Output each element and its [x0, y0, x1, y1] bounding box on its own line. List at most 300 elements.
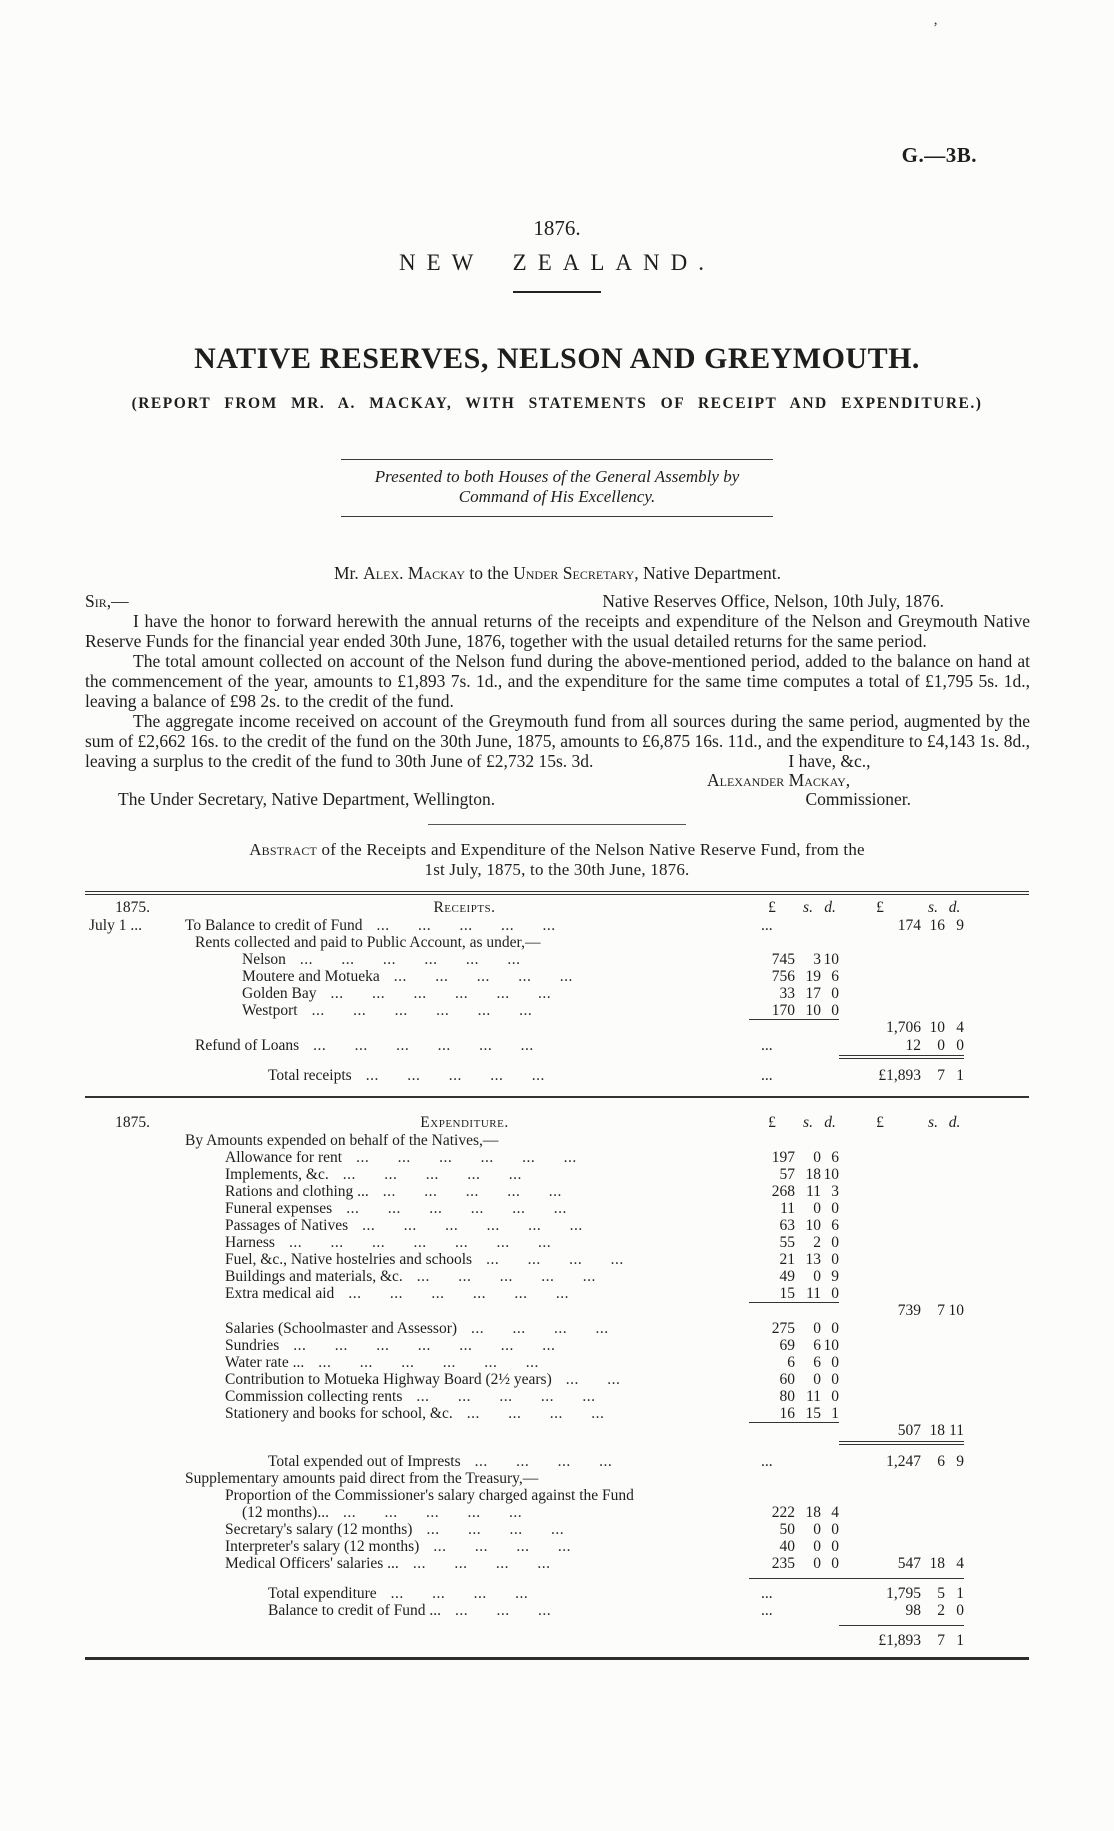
- right-pad: [964, 1302, 1029, 1320]
- right-pad: [964, 1337, 1029, 1354]
- amount-part: 55: [779, 1234, 795, 1251]
- dot-leader: ... ... ... ... ... ... ...: [288, 1234, 552, 1251]
- row-label: Salaries (Schoolmaster and Assessor): [225, 1320, 458, 1337]
- m2-amount-cell: [839, 1234, 964, 1251]
- m1-amount-cell: [749, 1440, 839, 1453]
- table-row: [85, 1504, 1029, 1521]
- amount-part: 63: [779, 1217, 795, 1234]
- m1-amount-cell: [749, 1632, 839, 1649]
- amount-part: 0: [813, 1320, 821, 1337]
- right-pad: [964, 1504, 1029, 1521]
- amount-part: 0: [937, 1037, 945, 1054]
- m1-amount-cell: [749, 1422, 839, 1440]
- m1-amount-cell: [749, 1405, 839, 1422]
- amount-part: 0: [813, 1268, 821, 1285]
- m2-amount-cell: [839, 1440, 964, 1445]
- row-label: To Balance to credit of Fund: [185, 917, 363, 934]
- row-label: Stationery and books for school, &c.: [225, 1405, 453, 1422]
- right-pad: [964, 1538, 1029, 1555]
- letter-heading-part: to the: [465, 563, 514, 583]
- right-pad: [964, 1037, 1029, 1054]
- dot-leader: ... ... ... ... ... ...: [362, 1217, 583, 1234]
- table-row: [85, 1234, 1029, 1251]
- right-pad: [964, 1354, 1029, 1371]
- amount-part: 4: [956, 1019, 964, 1036]
- date-cell: [85, 1572, 180, 1585]
- right-pad: [964, 968, 1029, 985]
- right-pad: [964, 1149, 1029, 1166]
- m2-amount-cell: [839, 1470, 964, 1487]
- dot-leader: ... ... ... ... ... ...: [348, 1285, 569, 1302]
- amount-part: 0: [831, 1521, 839, 1538]
- amount-part: 15: [805, 1405, 821, 1422]
- desc-cell: [180, 1302, 749, 1320]
- amount-part: 11: [806, 1388, 821, 1405]
- right-pad: [964, 1002, 1029, 1019]
- row-label: Secretary's salary (12 months): [225, 1521, 413, 1538]
- right-pad: [964, 1371, 1029, 1388]
- desc-cell: [180, 1440, 749, 1453]
- date-cell: July 1 ...: [89, 917, 142, 934]
- amount-part: 0: [831, 1200, 839, 1217]
- amount-part: 3: [813, 951, 821, 968]
- m1-amount-cell: [749, 1538, 839, 1555]
- m2-amount-cell: [839, 1251, 964, 1268]
- right-pad: [964, 1470, 1029, 1487]
- section-title-cell: [180, 1114, 749, 1132]
- date-cell: [85, 1067, 180, 1084]
- desc-cell: [180, 968, 749, 985]
- desc-cell: [180, 1337, 749, 1354]
- row-label: Proportion of the Commissioner's salary charged against the Fund: [225, 1487, 634, 1504]
- receipts-table: [85, 891, 1029, 1098]
- date-cell: [85, 1037, 180, 1054]
- amount-part: 0: [831, 1285, 839, 1302]
- row-label: Passages of Natives: [225, 1217, 349, 1234]
- amount-part: 1: [956, 1632, 964, 1649]
- dot-leader: ... ...: [565, 1371, 621, 1388]
- amount-part: 170: [771, 1002, 795, 1019]
- amount-part: 11: [806, 1285, 821, 1302]
- desc-cell: [180, 1002, 749, 1019]
- money-header-£: £: [876, 899, 884, 916]
- amount-part: 0: [831, 1251, 839, 1268]
- dot-leader: ... ... ... ... ... ...: [330, 985, 552, 1002]
- dot-leader: ... ... ... ... ...: [416, 1388, 596, 1405]
- table-row: [85, 1217, 1029, 1234]
- m2-amount-cell: [839, 1388, 964, 1405]
- amount-part: 739: [897, 1302, 921, 1319]
- desc-cell: [180, 1054, 749, 1067]
- letter-heading-part: Under Secretary: [513, 563, 635, 583]
- desc-cell: [180, 1183, 749, 1200]
- m1-amount-cell: [749, 1200, 839, 1217]
- amount-part: 0: [831, 1320, 839, 1337]
- m1-amount-cell: [749, 1251, 839, 1268]
- document-title: NATIVE RESERVES, NELSON AND GREYMOUTH.: [194, 342, 920, 375]
- amount-part: 9: [956, 1453, 964, 1470]
- dot-leader: ... ... ... ...: [486, 1251, 624, 1268]
- money-header-s: s.: [928, 899, 938, 916]
- m1-amount-cell: [749, 1234, 839, 1251]
- amount-part: 6: [813, 1354, 821, 1371]
- date-cell: [85, 1337, 180, 1354]
- m1-amount-cell: [749, 1555, 839, 1572]
- m2-amount-cell: [839, 1114, 964, 1132]
- m2-amount-cell: [839, 1302, 964, 1320]
- money-header-s: s.: [803, 1114, 813, 1131]
- table-row: [85, 1019, 1029, 1037]
- desc-cell: [180, 1538, 749, 1555]
- row-label: Water rate ...: [225, 1354, 305, 1371]
- amount-part: 0: [813, 1521, 821, 1538]
- right-pad: [964, 1619, 1029, 1632]
- amount-placeholder-dots: ...: [761, 1585, 773, 1602]
- right-pad: [964, 1285, 1029, 1302]
- date-cell: [85, 1183, 180, 1200]
- m1-amount-cell: [749, 1183, 839, 1200]
- table-row: [85, 1371, 1029, 1388]
- m1-amount-cell: [749, 1002, 839, 1019]
- date-cell: [85, 1504, 180, 1521]
- amount-part: 756: [771, 968, 795, 985]
- m1-amount-cell: [749, 1302, 839, 1320]
- m1-amount-cell: [749, 968, 839, 985]
- desc-cell: [180, 1019, 749, 1037]
- row-label: Funeral expenses: [225, 1200, 333, 1217]
- m2-amount-cell: [839, 1183, 964, 1200]
- m1-amount-cell: [749, 1388, 839, 1405]
- date-cell: [85, 1002, 180, 1019]
- section-title: Receipts.: [433, 899, 496, 916]
- m1-amount-cell: [749, 1337, 839, 1354]
- table-row: [85, 1320, 1029, 1337]
- amount-part: 0: [831, 1538, 839, 1555]
- amount-part: 7: [937, 1302, 945, 1319]
- table-row: [85, 985, 1029, 1002]
- amount-part: 49: [779, 1268, 795, 1285]
- date-cell: [85, 1217, 180, 1234]
- m1-amount-cell: [749, 1585, 839, 1602]
- amount-part: 16: [779, 1405, 795, 1422]
- right-pad: [964, 1632, 1029, 1649]
- amount-part: 11: [949, 1422, 964, 1439]
- desc-cell: [180, 1251, 749, 1268]
- m1-amount-cell: [749, 951, 839, 968]
- row-label: (12 months)...: [242, 1504, 329, 1521]
- right-pad: [964, 1487, 1029, 1504]
- letter-heading-part: , Native Department.: [634, 563, 782, 583]
- right-pad: [964, 1440, 1029, 1453]
- desc-cell: [180, 1132, 749, 1149]
- right-pad: [964, 934, 1029, 951]
- row-label: Extra medical aid: [225, 1285, 335, 1302]
- amount-part: 6: [831, 1149, 839, 1166]
- right-pad: [964, 1422, 1029, 1440]
- dot-leader: ... ... ... ...: [426, 1521, 565, 1538]
- m2-amount-cell: [839, 1019, 964, 1037]
- table-row: [85, 1251, 1029, 1268]
- row-label: Rents collected and paid to Public Account, as under,—: [195, 934, 541, 951]
- amount-part: 11: [806, 1183, 821, 1200]
- dot-leader: ... ... ... ...: [471, 1320, 609, 1337]
- right-pad: [964, 1320, 1029, 1337]
- desc-cell: [180, 1285, 749, 1302]
- table-row: [85, 1585, 1029, 1602]
- row-label: Total expenditure: [268, 1585, 377, 1602]
- dot-leader: ... ... ... ...: [466, 1405, 605, 1422]
- money-header-£: £: [768, 1114, 776, 1131]
- desc-cell: [180, 1371, 749, 1388]
- date-cell: [85, 1555, 180, 1572]
- amount-part: 11: [780, 1200, 795, 1217]
- m2-amount-cell: [839, 951, 964, 968]
- desc-cell: [180, 1149, 749, 1166]
- letter-paragraph-2: The total amount collected on account of the Nelson fund during the above-mentioned period, added to the balance on hand at the commencement of the year, amounts to £1,893 7s. 1d., and the expenditure for the same time computes a total of £1,795 5s. 1d., leaving a balance of £98 2s. to the credit of the fund.: [85, 651, 1030, 711]
- date-cell: [85, 1320, 180, 1337]
- desc-cell: [180, 917, 749, 934]
- dot-leader: ... ... ... ...: [412, 1555, 551, 1572]
- money-header-£: £: [768, 899, 776, 916]
- amount-part: 10: [823, 1166, 839, 1183]
- right-pad: [964, 1183, 1029, 1200]
- amount-part: 18: [805, 1166, 821, 1183]
- m1-amount-cell: [749, 1132, 839, 1149]
- amount-part: 0: [956, 1037, 964, 1054]
- abstract-heading: [0, 840, 1114, 880]
- letter-paragraph-3-text: The aggregate income received on account of the Greymouth fund from all sources during the same period, augmented by the sum of £2,662 16s. to the credit of the fund on the 30th June, 1875, amounts to £6,875 16s. 11d., and the expenditure to £4,143 1s. 8d., leaving a surplus to the credit of the fund to 30th June of £2,732 15s. 3d.: [85, 711, 1030, 771]
- amount-part: 18: [929, 1422, 945, 1439]
- m2-amount-cell: [839, 985, 964, 1002]
- desc-cell: [180, 1067, 749, 1084]
- letter-heading-part: Mr.: [333, 563, 364, 583]
- right-pad: [964, 1521, 1029, 1538]
- dot-leader: ... ... ... ...: [390, 1585, 529, 1602]
- date-cell: [85, 1619, 180, 1632]
- date-cell: [85, 1054, 180, 1067]
- m2-amount-cell: [839, 1405, 964, 1422]
- table-row: [85, 1354, 1029, 1371]
- table-row: [85, 934, 1029, 951]
- date-cell: [85, 934, 180, 951]
- date-cell: [85, 1251, 180, 1268]
- amount-part: 10: [929, 1019, 945, 1036]
- table-row: [85, 1200, 1029, 1217]
- row-label: Interpreter's salary (12 months): [225, 1538, 420, 1555]
- desc-cell: [180, 1217, 749, 1234]
- amount-part: £1,893: [878, 1067, 921, 1084]
- section-title: Expenditure.: [420, 1114, 509, 1131]
- m1-amount-cell: [749, 1054, 839, 1067]
- date-cell: [85, 1354, 180, 1371]
- desc-cell: [180, 1037, 749, 1054]
- m2-amount-cell: [839, 1002, 964, 1019]
- right-pad: [964, 1067, 1029, 1084]
- right-pad: [964, 1602, 1029, 1619]
- amount-part: 4: [956, 1555, 964, 1572]
- date-cell: [85, 1200, 180, 1217]
- amount-part: 5: [937, 1585, 945, 1602]
- dot-leader: ... ... ... ...: [474, 1453, 613, 1470]
- amount-part: 10: [805, 1217, 821, 1234]
- amount-part: 98: [905, 1602, 921, 1619]
- valediction: I have, &c.,: [788, 751, 871, 771]
- amount-part: 547: [897, 1555, 921, 1572]
- amount-part: 10: [948, 1302, 964, 1319]
- row-label: Rations and clothing ...: [225, 1183, 369, 1200]
- right-pad: [964, 985, 1029, 1002]
- salutation-row: [85, 591, 1030, 611]
- dot-leader: ... ... ... ... ...: [342, 1166, 522, 1183]
- m1-amount-cell: [749, 1521, 839, 1538]
- table-row: [85, 1183, 1029, 1200]
- row-label: Golden Bay: [242, 985, 317, 1002]
- table-row: [85, 1538, 1029, 1555]
- right-pad: [964, 1268, 1029, 1285]
- amount-part: 12: [905, 1037, 921, 1054]
- amount-part: 69: [779, 1337, 795, 1354]
- amount-part: 1: [831, 1405, 839, 1422]
- date-cell: [85, 985, 180, 1002]
- dot-leader: ... ... ... ... ... ...: [299, 951, 521, 968]
- amount-part: 19: [805, 968, 821, 985]
- amount-part: 2: [937, 1602, 945, 1619]
- row-label: Westport: [242, 1002, 298, 1019]
- amount-part: 7: [937, 1067, 945, 1084]
- amount-part: 0: [831, 1234, 839, 1251]
- desc-cell: [180, 1388, 749, 1405]
- addressee-row: [85, 790, 1030, 809]
- addressee: The Under Secretary, Native Department, Wellington.: [118, 789, 496, 809]
- m2-amount-cell: [839, 1067, 964, 1084]
- desc-cell: [180, 1422, 749, 1440]
- date-cell: [85, 1585, 180, 1602]
- date-cell: [85, 1166, 180, 1183]
- desc-cell: [180, 1504, 749, 1521]
- row-label: Balance to credit of Fund ...: [268, 1602, 442, 1619]
- dot-leader: ... ... ... ... ...: [365, 1067, 545, 1084]
- dot-leader: ... ... ... ... ... ...: [318, 1354, 539, 1371]
- amount-part: 0: [956, 1602, 964, 1619]
- amount-part: 0: [813, 1371, 821, 1388]
- desc-cell: [180, 1602, 749, 1619]
- m2-amount-cell: [839, 1555, 964, 1572]
- desc-cell: [180, 1632, 749, 1649]
- document-subtitle: (REPORT FROM MR. A. MACKAY, WITH STATEMENTS OF RECEIPT AND EXPENDITURE.): [131, 395, 983, 412]
- row-label: Commission collecting rents: [225, 1388, 403, 1405]
- row-label: Refund of Loans: [195, 1037, 300, 1054]
- office-dateline: Native Reserves Office, Nelson, 10th July, 1876.: [602, 591, 944, 611]
- table-row: [85, 1285, 1029, 1302]
- m1-amount-cell: [749, 1453, 839, 1470]
- amount-part: 17: [805, 985, 821, 1002]
- m1-amount-cell: [749, 1572, 839, 1579]
- m2-amount-cell: [839, 968, 964, 985]
- m1-amount-cell: [749, 1602, 839, 1619]
- amount-part: 10: [805, 1002, 821, 1019]
- m1-amount-cell: [749, 917, 839, 934]
- m2-amount-cell: [839, 1371, 964, 1388]
- right-pad: [964, 1555, 1029, 1572]
- right-pad: [964, 1200, 1029, 1217]
- amount-part: 6: [831, 968, 839, 985]
- row-label: Nelson: [242, 951, 286, 968]
- desc-cell: [180, 934, 749, 951]
- presented-line: Presented to both Houses of the General Assembly by Command of His Excellency.: [374, 467, 740, 506]
- m2-amount-cell: [839, 1487, 964, 1504]
- date-cell: [85, 1302, 180, 1320]
- right-pad: [964, 1132, 1029, 1149]
- desc-cell: [180, 1572, 749, 1585]
- m1-amount-cell: [749, 1114, 839, 1132]
- date-cell: [85, 1268, 180, 1285]
- row-label: Fuel, &c., Native hostelries and schools: [225, 1251, 473, 1268]
- m1-amount-cell: [749, 1285, 839, 1302]
- table-row: [85, 1422, 1029, 1440]
- m2-amount-cell: [839, 934, 964, 951]
- m2-amount-cell: [839, 1619, 964, 1626]
- year-cell: 1875.: [115, 1114, 150, 1131]
- amount-part: 18: [929, 1555, 945, 1572]
- m1-amount-cell: [749, 1268, 839, 1285]
- table-row: [85, 1632, 1029, 1649]
- table-header-row: [85, 899, 1029, 917]
- date-cell: [85, 1149, 180, 1166]
- table-row: [85, 1268, 1029, 1285]
- m2-amount-cell: [839, 1354, 964, 1371]
- desc-cell: [180, 951, 749, 968]
- amount-part: 6: [831, 1217, 839, 1234]
- m1-amount-cell: [749, 899, 839, 917]
- date-cell: [85, 1019, 180, 1037]
- desc-cell: [180, 1354, 749, 1371]
- m1-amount-cell: [749, 985, 839, 1002]
- signature-title: Commissioner.: [805, 789, 911, 809]
- right-pad: [964, 1019, 1029, 1037]
- amount-placeholder-dots: ...: [761, 917, 773, 934]
- date-cell: [85, 1422, 180, 1440]
- table-row: [85, 1388, 1029, 1405]
- date-cell: [85, 1521, 180, 1538]
- dot-leader: ... ... ... ... ... ... ...: [293, 1337, 556, 1354]
- m2-amount-cell: [839, 1504, 964, 1521]
- m2-amount-cell: [839, 1200, 964, 1217]
- amount-part: 1,795: [886, 1585, 921, 1602]
- m2-amount-cell: [839, 1166, 964, 1183]
- amount-part: 10: [823, 1337, 839, 1354]
- right-pad: [964, 1114, 1029, 1132]
- date-cell: [85, 951, 180, 968]
- right-pad: [964, 1234, 1029, 1251]
- m1-amount-cell: [749, 1149, 839, 1166]
- amount-part: 1: [956, 1585, 964, 1602]
- desc-cell: [180, 1320, 749, 1337]
- table-row: [85, 1405, 1029, 1422]
- m2-amount-cell: [839, 1320, 964, 1337]
- date-cell: [85, 1234, 180, 1251]
- table-rule-row: [85, 1572, 1029, 1585]
- desc-cell: [180, 1585, 749, 1602]
- m2-amount-cell: [839, 1422, 964, 1440]
- amount-part: 0: [813, 1149, 821, 1166]
- table-row: [85, 1149, 1029, 1166]
- amount-part: 0: [831, 1388, 839, 1405]
- right-pad: [964, 1585, 1029, 1602]
- year-cell: 1875.: [115, 899, 150, 916]
- table-row: [85, 1067, 1029, 1084]
- m2-amount-cell: [839, 1538, 964, 1555]
- m1-amount-cell: [749, 1019, 839, 1037]
